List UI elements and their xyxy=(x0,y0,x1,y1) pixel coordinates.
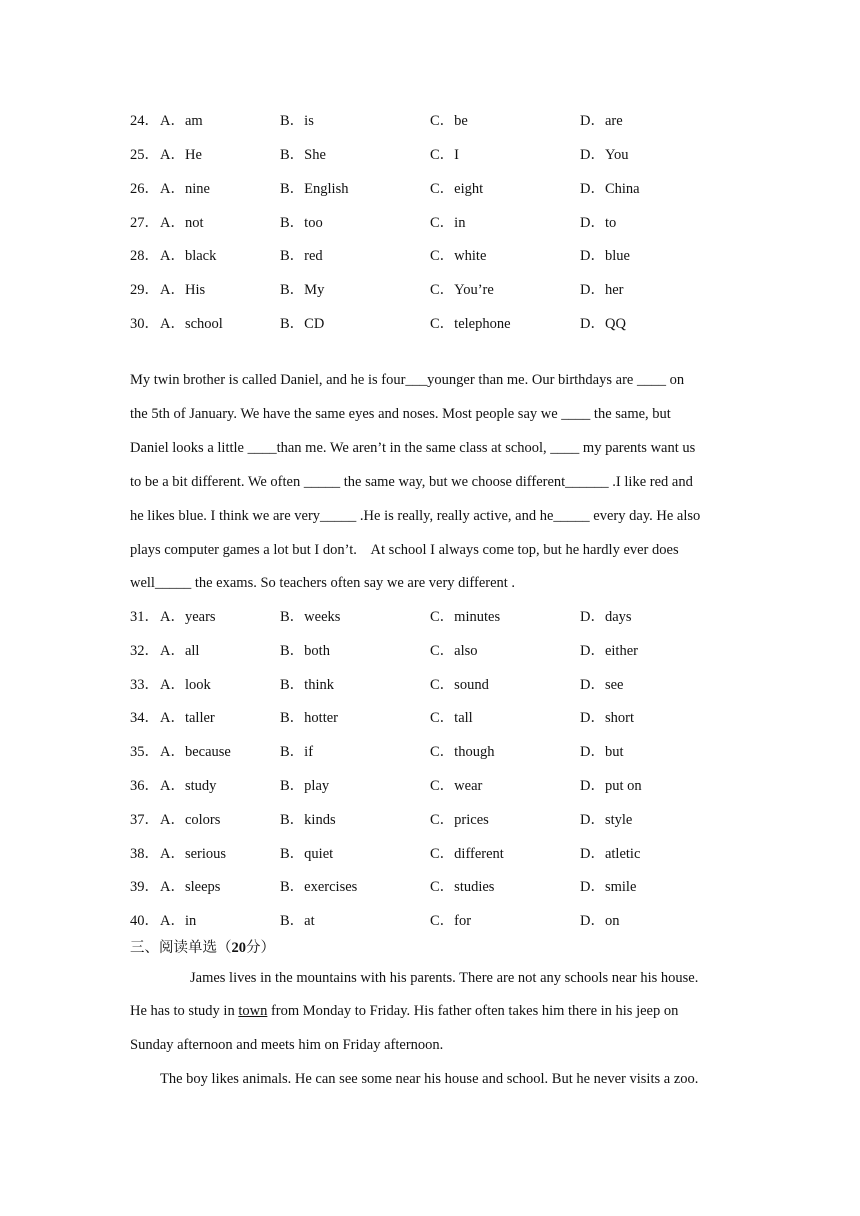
question-number: 33． xyxy=(130,677,159,693)
question-number: 40． xyxy=(130,913,159,929)
option-a: A．school xyxy=(160,316,223,332)
option-b: B．CD xyxy=(280,316,325,332)
option-b: B．exercises xyxy=(280,879,358,895)
passage-line: plays computer games a lot but I don’t. At school I always come top, but he hardly ever does xyxy=(130,542,679,558)
option-c: C．studies xyxy=(430,879,495,895)
option-c: C．eight xyxy=(430,181,484,197)
option-b: B．is xyxy=(280,113,314,129)
question-number: 30． xyxy=(130,316,159,332)
option-d: D．QQ xyxy=(580,316,626,332)
option-d: D．style xyxy=(580,812,633,828)
option-d: D．smile xyxy=(580,879,637,895)
passage-line: My twin brother is called Daniel, and he is four___younger than me. Our birthdays are ____ on xyxy=(130,372,685,388)
option-b: B．She xyxy=(280,147,326,163)
option-a: A．serious xyxy=(160,846,227,862)
option-a: A．He xyxy=(160,147,202,163)
option-c: C．in xyxy=(430,215,466,231)
option-b: B．if xyxy=(280,744,314,760)
option-b: B．play xyxy=(280,778,330,794)
option-d: D．but xyxy=(580,744,624,760)
question-number: 25． xyxy=(130,147,159,163)
option-a: A．look xyxy=(160,677,211,693)
option-c: C．though xyxy=(430,744,495,760)
option-b: B．kinds xyxy=(280,812,336,828)
option-c: C．You’re xyxy=(430,282,494,298)
option-d: D．see xyxy=(580,677,624,693)
option-d: D．China xyxy=(580,181,640,197)
option-b: B．My xyxy=(280,282,325,298)
passage-text: from Monday to Friday. His father often takes him there in his jeep on xyxy=(267,1003,679,1019)
option-a: A．all xyxy=(160,643,200,659)
option-c: C．for xyxy=(430,913,472,929)
option-c: C．telephone xyxy=(430,316,511,332)
option-b: B．both xyxy=(280,643,330,659)
option-a: A．sleeps xyxy=(160,879,221,895)
option-c: C．I xyxy=(430,147,459,163)
option-d: D．put on xyxy=(580,778,642,794)
option-a: A．am xyxy=(160,113,203,129)
question-number: 24． xyxy=(130,113,159,129)
option-a: A．nine xyxy=(160,181,210,197)
option-b: B．hotter xyxy=(280,710,338,726)
question-number: 39． xyxy=(130,879,159,895)
option-b: B．quiet xyxy=(280,846,334,862)
section-title-suffix: 分） xyxy=(246,940,275,956)
option-a: A．colors xyxy=(160,812,221,828)
passage-text: He has to study in xyxy=(130,1003,239,1019)
passage-line: James lives in the mountains with his parents. There are not any schools near his house. xyxy=(190,970,699,986)
question-number: 29． xyxy=(130,282,159,298)
option-c: C．different xyxy=(430,846,504,862)
question-number: 26． xyxy=(130,181,159,197)
option-c: C．wear xyxy=(430,778,483,794)
option-c: C．also xyxy=(430,643,478,659)
option-a: A．because xyxy=(160,744,231,760)
option-a: A．black xyxy=(160,248,217,264)
option-a: A．years xyxy=(160,609,216,625)
option-b: B．weeks xyxy=(280,609,341,625)
passage-line: Sunday afternoon and meets him on Friday afternoon. xyxy=(130,1037,444,1053)
question-number: 28． xyxy=(130,248,159,264)
option-c: C．be xyxy=(430,113,468,129)
passage-line: he likes blue. I think we are very_____ .He is really, really active, and he_____ every day. He also xyxy=(130,508,701,524)
question-number: 35． xyxy=(130,744,159,760)
option-a: A．in xyxy=(160,913,197,929)
option-c: C．tall xyxy=(430,710,473,726)
option-b: B．too xyxy=(280,215,323,231)
option-b: B．red xyxy=(280,248,323,264)
option-c: C．white xyxy=(430,248,487,264)
option-d: D．atletic xyxy=(580,846,641,862)
passage-line: The boy likes animals. He can see some near his house and school. But he never visits a zoo. xyxy=(160,1071,699,1087)
passage-line: to be a bit different. We often _____ the same way, but we choose different______ .I like red and xyxy=(130,474,693,490)
question-number: 32． xyxy=(130,643,159,659)
question-number: 36． xyxy=(130,778,159,794)
option-d: D．You xyxy=(580,147,629,163)
passage-line: well_____ the exams. So teachers often say we are very different . xyxy=(130,575,516,591)
option-d: D．to xyxy=(580,215,617,231)
section-heading xyxy=(130,938,275,958)
option-c: C．prices xyxy=(430,812,489,828)
option-c: C．minutes xyxy=(430,609,501,625)
option-d: D．days xyxy=(580,609,632,625)
section-score: 20 xyxy=(231,940,246,956)
option-d: D．either xyxy=(580,643,638,659)
underlined-word: town xyxy=(238,1003,268,1019)
option-a: A．not xyxy=(160,215,204,231)
question-number: 37． xyxy=(130,812,159,828)
option-d: D．her xyxy=(580,282,624,298)
question-number: 27． xyxy=(130,215,159,231)
option-a: A．taller xyxy=(160,710,215,726)
passage-line: Daniel looks a little ____than me. We aren’t in the same class at school, ____ my parents want us xyxy=(130,440,696,456)
question-number: 34． xyxy=(130,710,159,726)
option-b: B．think xyxy=(280,677,334,693)
question-number: 38． xyxy=(130,846,159,862)
option-a: A．His xyxy=(160,282,206,298)
passage-line xyxy=(130,1001,678,1021)
option-b: B．English xyxy=(280,181,349,197)
option-a: A．study xyxy=(160,778,217,794)
option-b: B．at xyxy=(280,913,315,929)
option-d: D．on xyxy=(580,913,620,929)
option-d: D．are xyxy=(580,113,623,129)
option-d: D．blue xyxy=(580,248,630,264)
question-number: 31． xyxy=(130,609,159,625)
option-d: D．short xyxy=(580,710,634,726)
passage-line: the 5th of January. We have the same eyes and noses. Most people say we ____ the same, but xyxy=(130,406,671,422)
section-title-prefix: 三、阅读单选（ xyxy=(130,940,232,956)
option-c: C．sound xyxy=(430,677,489,693)
